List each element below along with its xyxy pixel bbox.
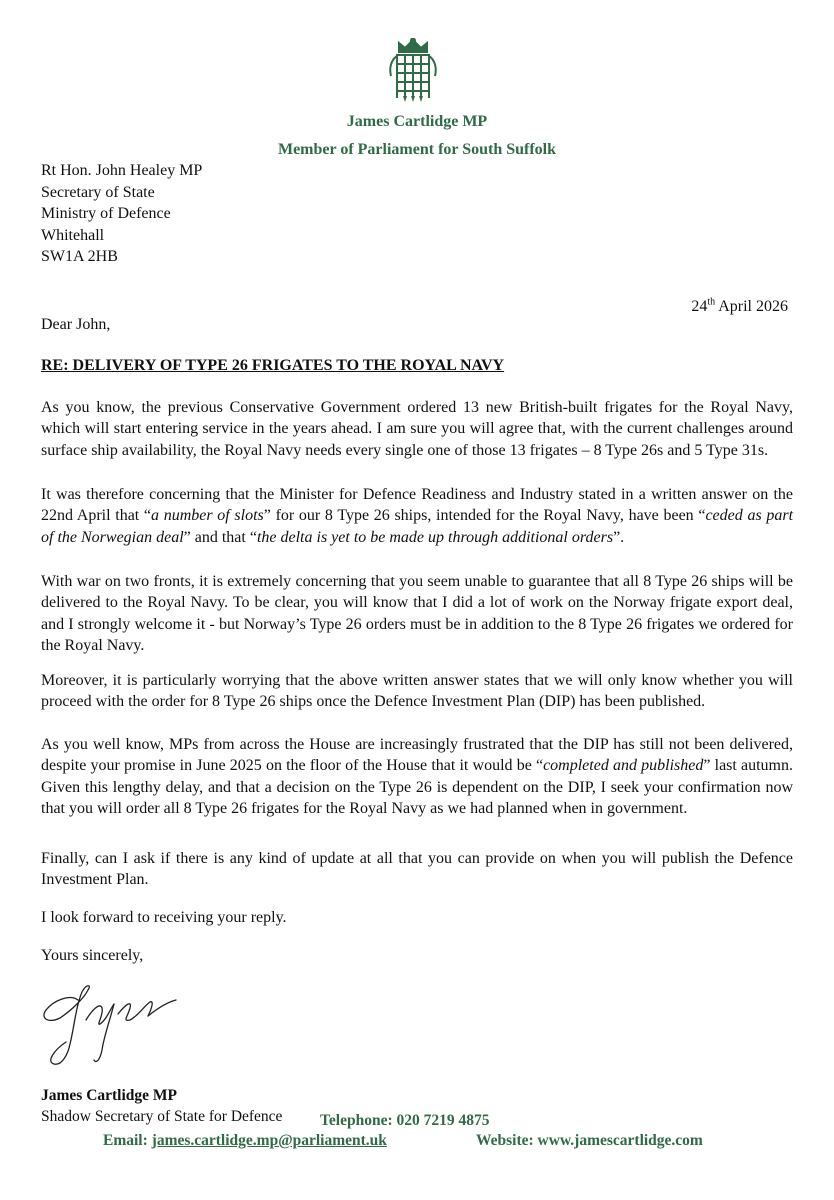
quote-completed-published: completed and published <box>543 757 704 775</box>
email-link[interactable]: james.cartlidge.mp@parliament.uk <box>151 1132 387 1149</box>
portcullis-icon <box>385 38 441 108</box>
paragraph-2-text: It was therefore concerning that the Minister for Defence Readiness and Industry stated in a written answer on the 22nd April that “ <box>41 486 793 525</box>
paragraph-3: With war on two fronts, it is extremely concerning that you seem unable to guarantee that all 8 Type 26 ships will be delivered to the Royal Navy. To be clear, you will know that I did a lot of work on the Norway frigate export deal, and I strongly welcome it - but Norway’s Type 26 orders must be in addition to the 8 Type 26 frigates we ordered for the Royal Navy. <box>41 573 793 654</box>
mp-role-heading: Member of Parliament for South Suffolk <box>277 141 557 158</box>
signatory-name: James Cartlidge MP <box>41 1087 178 1104</box>
paragraph-5-text: ” last autumn. Given this lengthy delay, and that a decision on the Type 26 is dependent on the DIP, I seek your confirmation now that you will order all 8 Type 26 frigates for the Royal Navy as we had planned when in government. <box>41 757 793 817</box>
paragraph-6: Finally, can I ask if there is any kind of update at all that you can provide on when you will publish the Defence Investment Plan. <box>41 850 793 889</box>
paragraph-5-text: As you well know, MPs from across the House are increasingly frustrated that the DIP has still not been delivered, despite your promise in June 2025 on the floor of the House that it would be “ <box>41 736 793 775</box>
email-label: Email: <box>103 1132 152 1149</box>
recipient-title: Secretary of State <box>41 183 155 201</box>
quote-delta: the delta is yet to be made up through additional orders <box>256 528 614 546</box>
letter-date <box>691 298 788 316</box>
closing: Yours sincerely, <box>41 947 144 964</box>
recipient-postcode: SW1A 2HB <box>41 248 118 265</box>
subject-line: RE: DELIVERY OF TYPE 26 FRIGATES TO THE ROYAL NAVY <box>41 357 505 374</box>
paragraph-2-text: ”. <box>613 528 625 546</box>
paragraph-7: I look forward to receiving your reply. <box>41 909 287 926</box>
quote-number-of-slots: a number of slots <box>151 507 264 525</box>
recipient-address <box>41 160 202 268</box>
recipient-name: Rt Hon. John Healey MP <box>41 162 203 179</box>
footer-website[interactable]: Website: www.jamescartlidge.com <box>476 1132 703 1149</box>
recipient-street: Whitehall <box>41 226 105 244</box>
recipient-department: Ministry of Defence <box>41 205 171 222</box>
paragraph-1: As you know, the previous Conservative Government ordered 13 new British-built frigates for the Royal Navy, which will start entering service in the years ahead. I am sure you will agree that, with the current challenges around surface ship availability, the Royal Navy needs every single one of those 13 frigates – 8 Type 26s and 5 Type 31s. <box>41 399 793 459</box>
quote-ceded: ceded as part of the Norwegian deal <box>41 507 794 546</box>
date-day: 24 <box>691 298 708 315</box>
date-month-year: April 2026 <box>715 298 788 315</box>
date-suffix: th <box>707 296 716 308</box>
mp-name-heading: James Cartlidge MP <box>346 113 488 130</box>
salutation: Dear John, <box>41 316 111 333</box>
paragraph-5 <box>41 734 793 819</box>
paragraph-4: Moreover, it is particularly worrying that the above written answer states that we will only know whether you will proceed with the order for 8 Type 26 ships once the Defence Investment Plan (DIP) has been published. <box>41 672 793 711</box>
paragraph-2 <box>41 484 793 548</box>
footer-email <box>103 1132 387 1150</box>
paragraph-2-text: ” and that “ <box>183 528 257 546</box>
footer-telephone: Telephone: 020 7219 4875 <box>320 1112 490 1129</box>
signatory-title: Shadow Secretary of State for Defence <box>41 1108 283 1125</box>
paragraph-2-text: ” for our 8 Type 26 ships, intended for the Royal Navy, have been “ <box>263 507 706 525</box>
signature-icon <box>40 980 190 1070</box>
